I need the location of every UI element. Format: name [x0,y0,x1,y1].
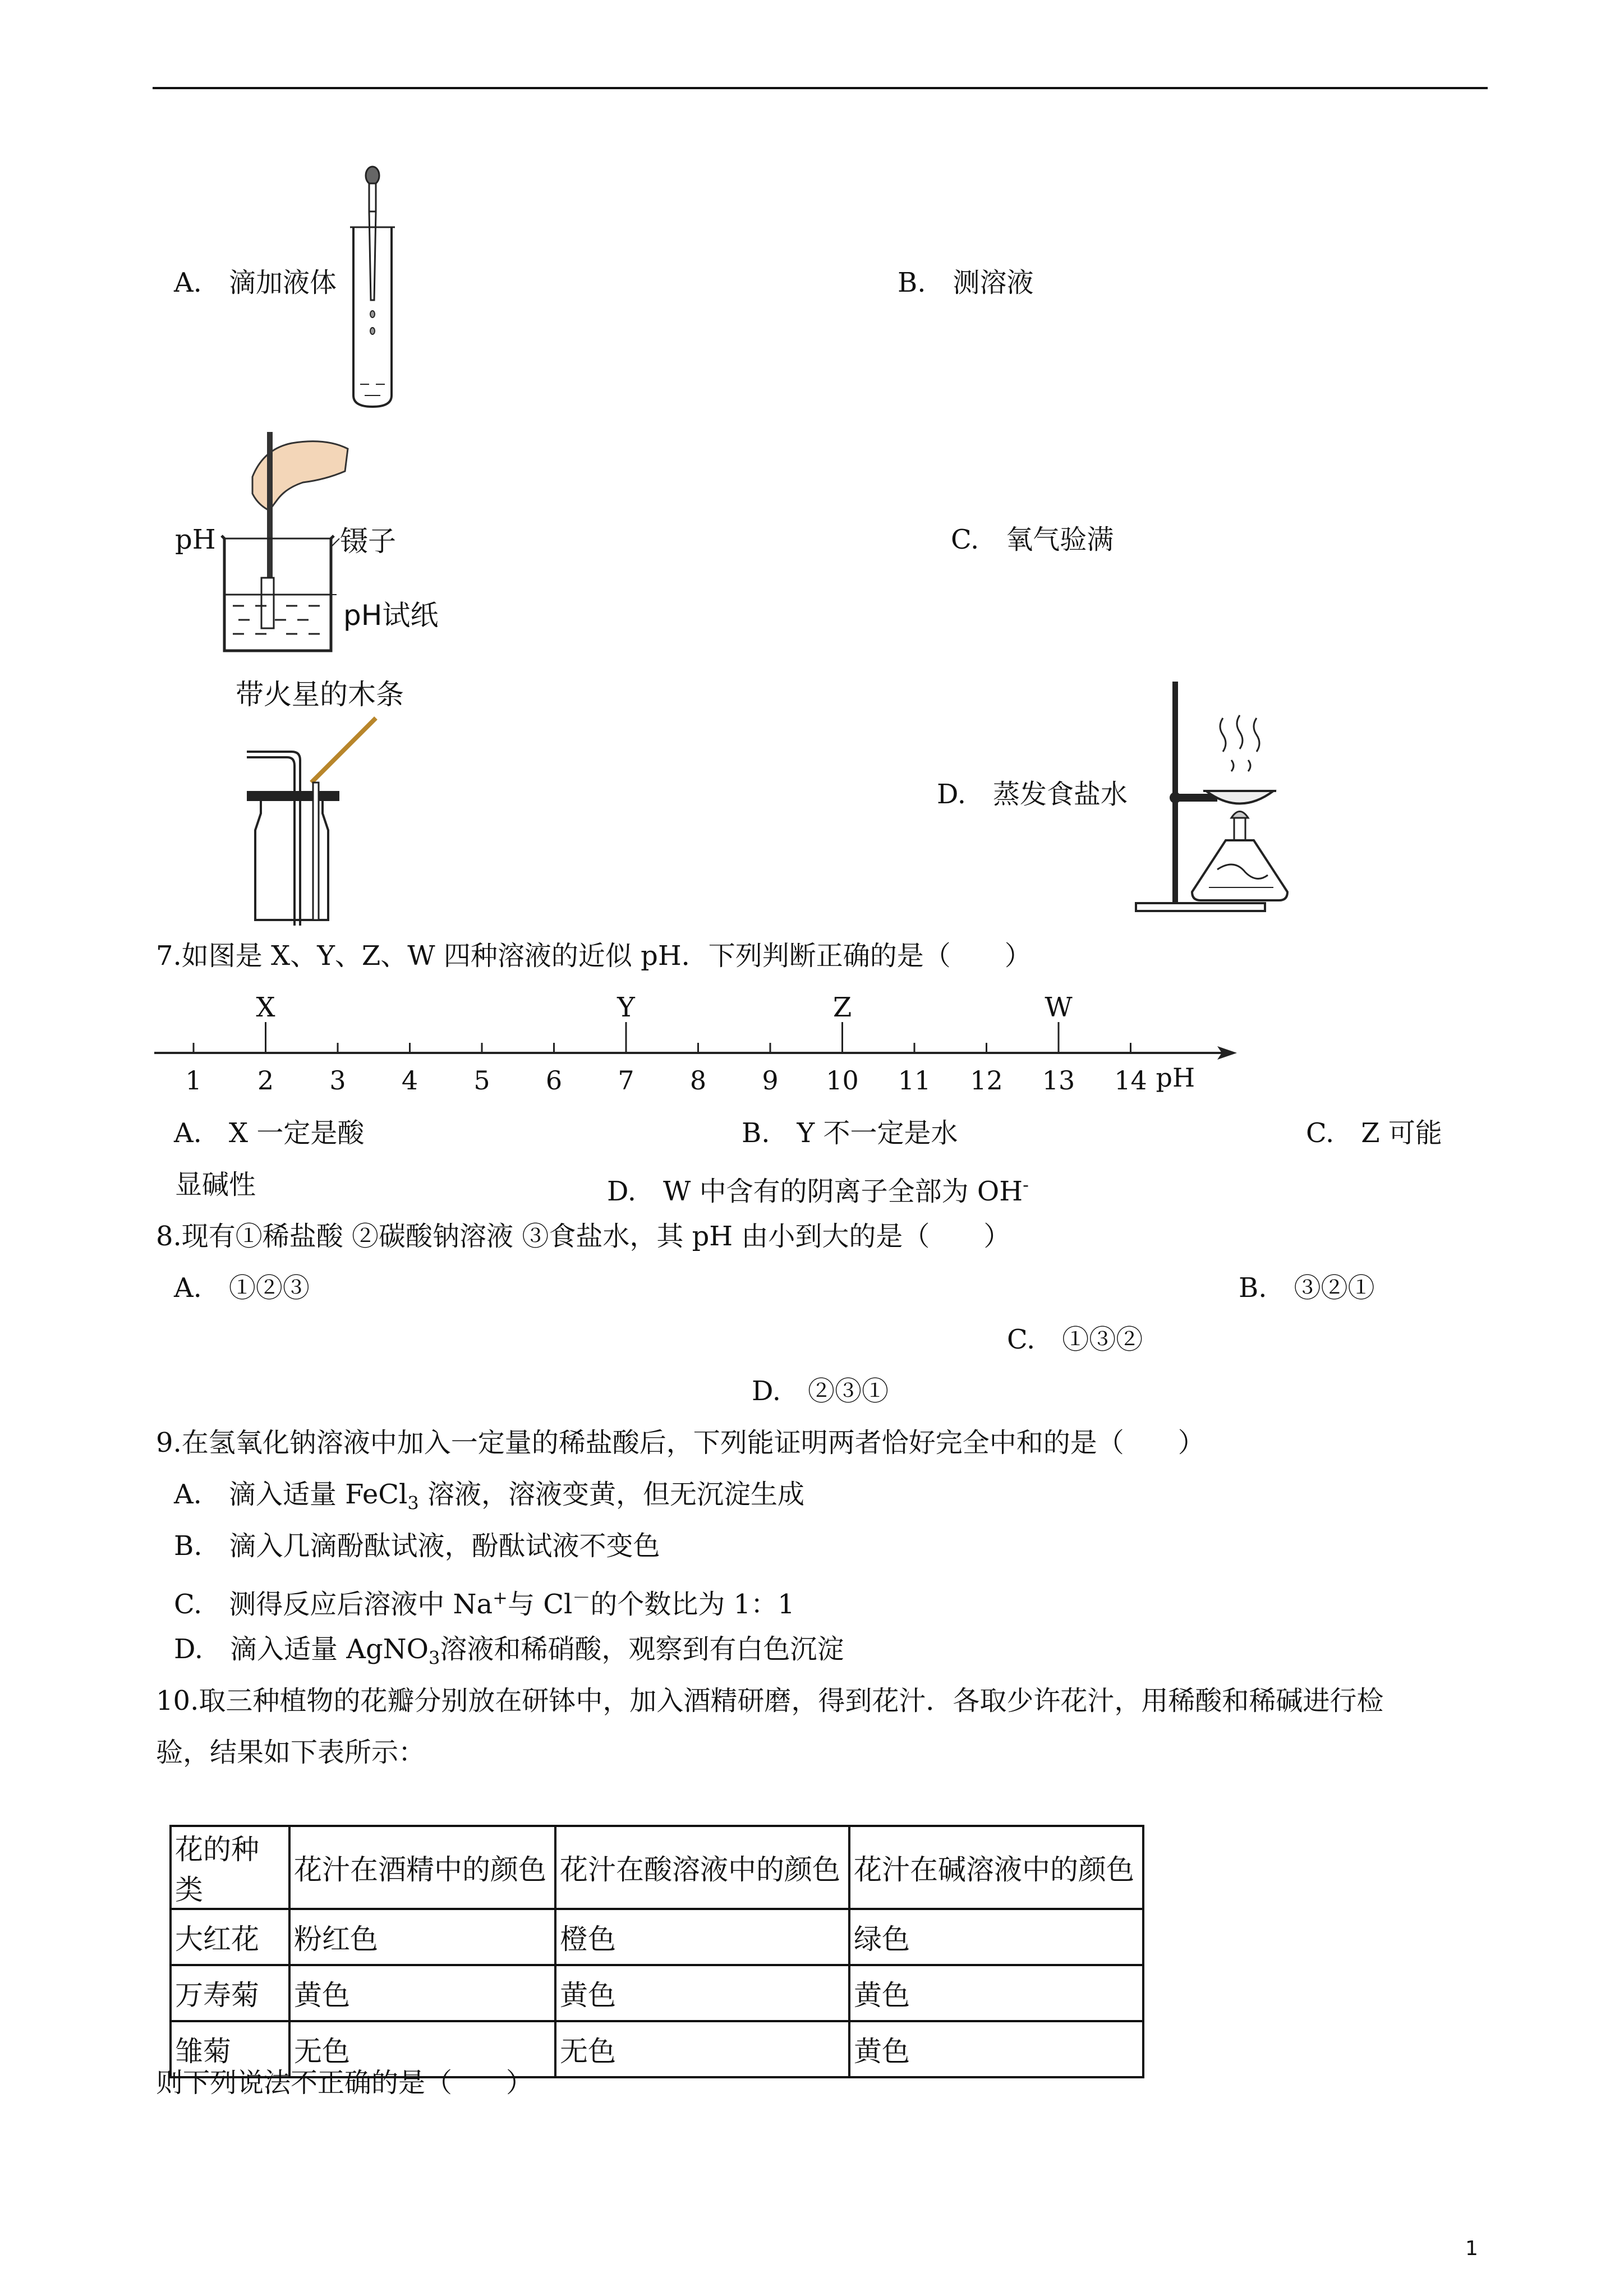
table-cell: 绿色 [849,1909,1143,1965]
q8-option-a[interactable]: A. ①②③ [174,1272,310,1304]
q6-option-c[interactable] [951,523,1114,556]
q6-option-a[interactable] [174,266,337,300]
option-letter: B. [898,267,926,298]
table-header-cell: 花汁在酒精中的颜色 [289,1826,555,1909]
table-cell: 无色 [289,2021,555,2077]
axis-tick-label: 9 [762,1065,779,1096]
option-letter: C. [951,524,979,555]
axis-tick-label: 7 [618,1065,634,1096]
q9-option-c[interactable] [174,1581,795,1621]
q9-option-b[interactable]: B. 滴入几滴酚酞试液，酚酞试液不变色 [174,1530,660,1562]
option-letter: D. [937,779,967,810]
option-text: 与 Cl [507,1589,573,1620]
q9-option-a[interactable] [174,1478,804,1520]
table-cell: 黄色 [849,1965,1143,2021]
axis-tick-label: 1 [185,1065,202,1096]
table-cell: 黄色 [289,1965,555,2021]
axis-tick-label: 5 [473,1065,490,1096]
q6-option-b[interactable] [898,266,1034,300]
q9-stem: 9.在氢氧化钠溶液中加入一定量的稀盐酸后，下列能证明两者恰好完全中和的是（ ） [156,1427,1205,1458]
table-cell: 无色 [555,2021,849,2077]
table-header-cell: 花的种类 [171,1826,289,1909]
evaporation-apparatus-figure [1133,679,1313,914]
q10-stem-line2: 验，结果如下表所示： [156,1737,426,1768]
marker-label: X [256,992,275,1023]
table-row [171,1965,1143,2021]
table-cell: 橙色 [555,1909,849,1965]
marker-label: Y [617,992,635,1023]
header-rule [153,87,1488,89]
option-text: 溶液和稀硝酸，观察到有白色沉淀 [440,1634,844,1665]
axis-tick-label: 8 [689,1065,707,1096]
option-text: C. 测得反应后溶液中 Na [174,1589,493,1620]
table-header-row [171,1826,1143,1909]
axis-tick-label: 14 [1114,1065,1147,1096]
flower-color-table [169,1825,1144,2078]
q7-option-d[interactable] [607,1168,1029,1208]
table-cell: 粉红色 [289,1909,555,1965]
subscript: 3 [429,1647,440,1669]
q7-stem: 7.如图是 X、Y、Z、W 四种溶液的近似 pH．下列判断正确的是（ ） [156,940,1032,972]
axis-tick-label: 2 [257,1065,274,1096]
q7-option-c[interactable]: C. Z 可能 [1306,1117,1442,1149]
table-header-cell: 花汁在碱溶液中的颜色 [849,1826,1143,1909]
q7-option-c-continued: 显碱性 [175,1169,256,1200]
q8-option-c[interactable]: C. ①③② [1007,1324,1143,1355]
axis-unit-label: pH [1156,1062,1195,1093]
dropper-test-tube-figure [348,160,398,412]
superscript: - [1023,1174,1029,1195]
q6-option-d[interactable] [937,777,1128,811]
q8-stem: 8.现有①稀盐酸 ②碳酸钠溶液 ③食盐水，其 pH 由小到大的是（ ） [156,1221,1011,1252]
axis-tick-label: 12 [970,1065,1003,1096]
q10-followup: 则下列说法不正确的是（ ） [156,2067,533,2099]
option-text: 溶液，溶液变黄，但无沉淀生成 [418,1479,804,1510]
option-letter: A. [174,267,202,298]
axis-tick-label: 3 [329,1065,346,1096]
gas-bottle-figure [247,712,393,926]
q8-option-d[interactable]: D. ②③① [752,1375,889,1407]
superscript: + [493,1587,508,1608]
superscript: － [572,1587,591,1608]
axis-tick-label: 4 [401,1065,418,1096]
option-text: D. W 中含有的阴离子全部为 OH [607,1176,1023,1207]
subscript: 3 [407,1492,419,1514]
option-text: 的个数比为 1：1 [590,1589,795,1620]
ph-number-line [151,984,1273,1097]
option-text: A. 滴入适量 FeCl [174,1479,408,1510]
q9-option-d[interactable] [174,1632,844,1675]
ph-paper-label: pH试纸 [343,599,439,632]
table-header-cell: 花汁在酸溶液中的颜色 [555,1826,849,1909]
option-text: 氧气验满 [1006,524,1114,555]
table-cell: 黄色 [849,2021,1143,2077]
option-text: 滴加液体 [228,267,337,298]
q7-option-b[interactable]: B. Y 不一定是水 [742,1117,958,1149]
option-text: 蒸发食盐水 [993,779,1128,810]
table-cell: 黄色 [555,1965,849,2021]
axis-tick-label: 11 [898,1065,931,1096]
marker-label: W [1045,992,1073,1023]
ph-word: pH [175,524,216,555]
table-cell: 大红花 [171,1909,289,1965]
option-text: 测溶液 [953,267,1034,298]
table-cell: 万寿菊 [171,1965,289,2021]
axis-tick-label: 10 [826,1065,859,1096]
option-text: D. 滴入适量 AgNO [174,1634,429,1665]
table-row [171,1909,1143,1965]
q8-option-b[interactable]: B. ③②① [1239,1272,1375,1304]
page-number: 1 [1465,2237,1478,2260]
axis-tick-label: 13 [1042,1065,1075,1096]
q10-stem-line1: 10.取三种植物的花瓣分别放在研钵中，加入酒精研磨，得到花汁．各取少许花汁，用稀酸和稀碱进行检 [156,1685,1384,1717]
tweezers-label: 镊子 [340,525,396,558]
axis-tick-label: 6 [545,1065,563,1096]
marker-label: Z [832,992,852,1023]
q7-option-a[interactable]: A. X 一定是酸 [174,1117,365,1149]
glowing-stick-label: 带火星的木条 [236,678,404,711]
table-cell: 雏菊 [171,2021,289,2077]
